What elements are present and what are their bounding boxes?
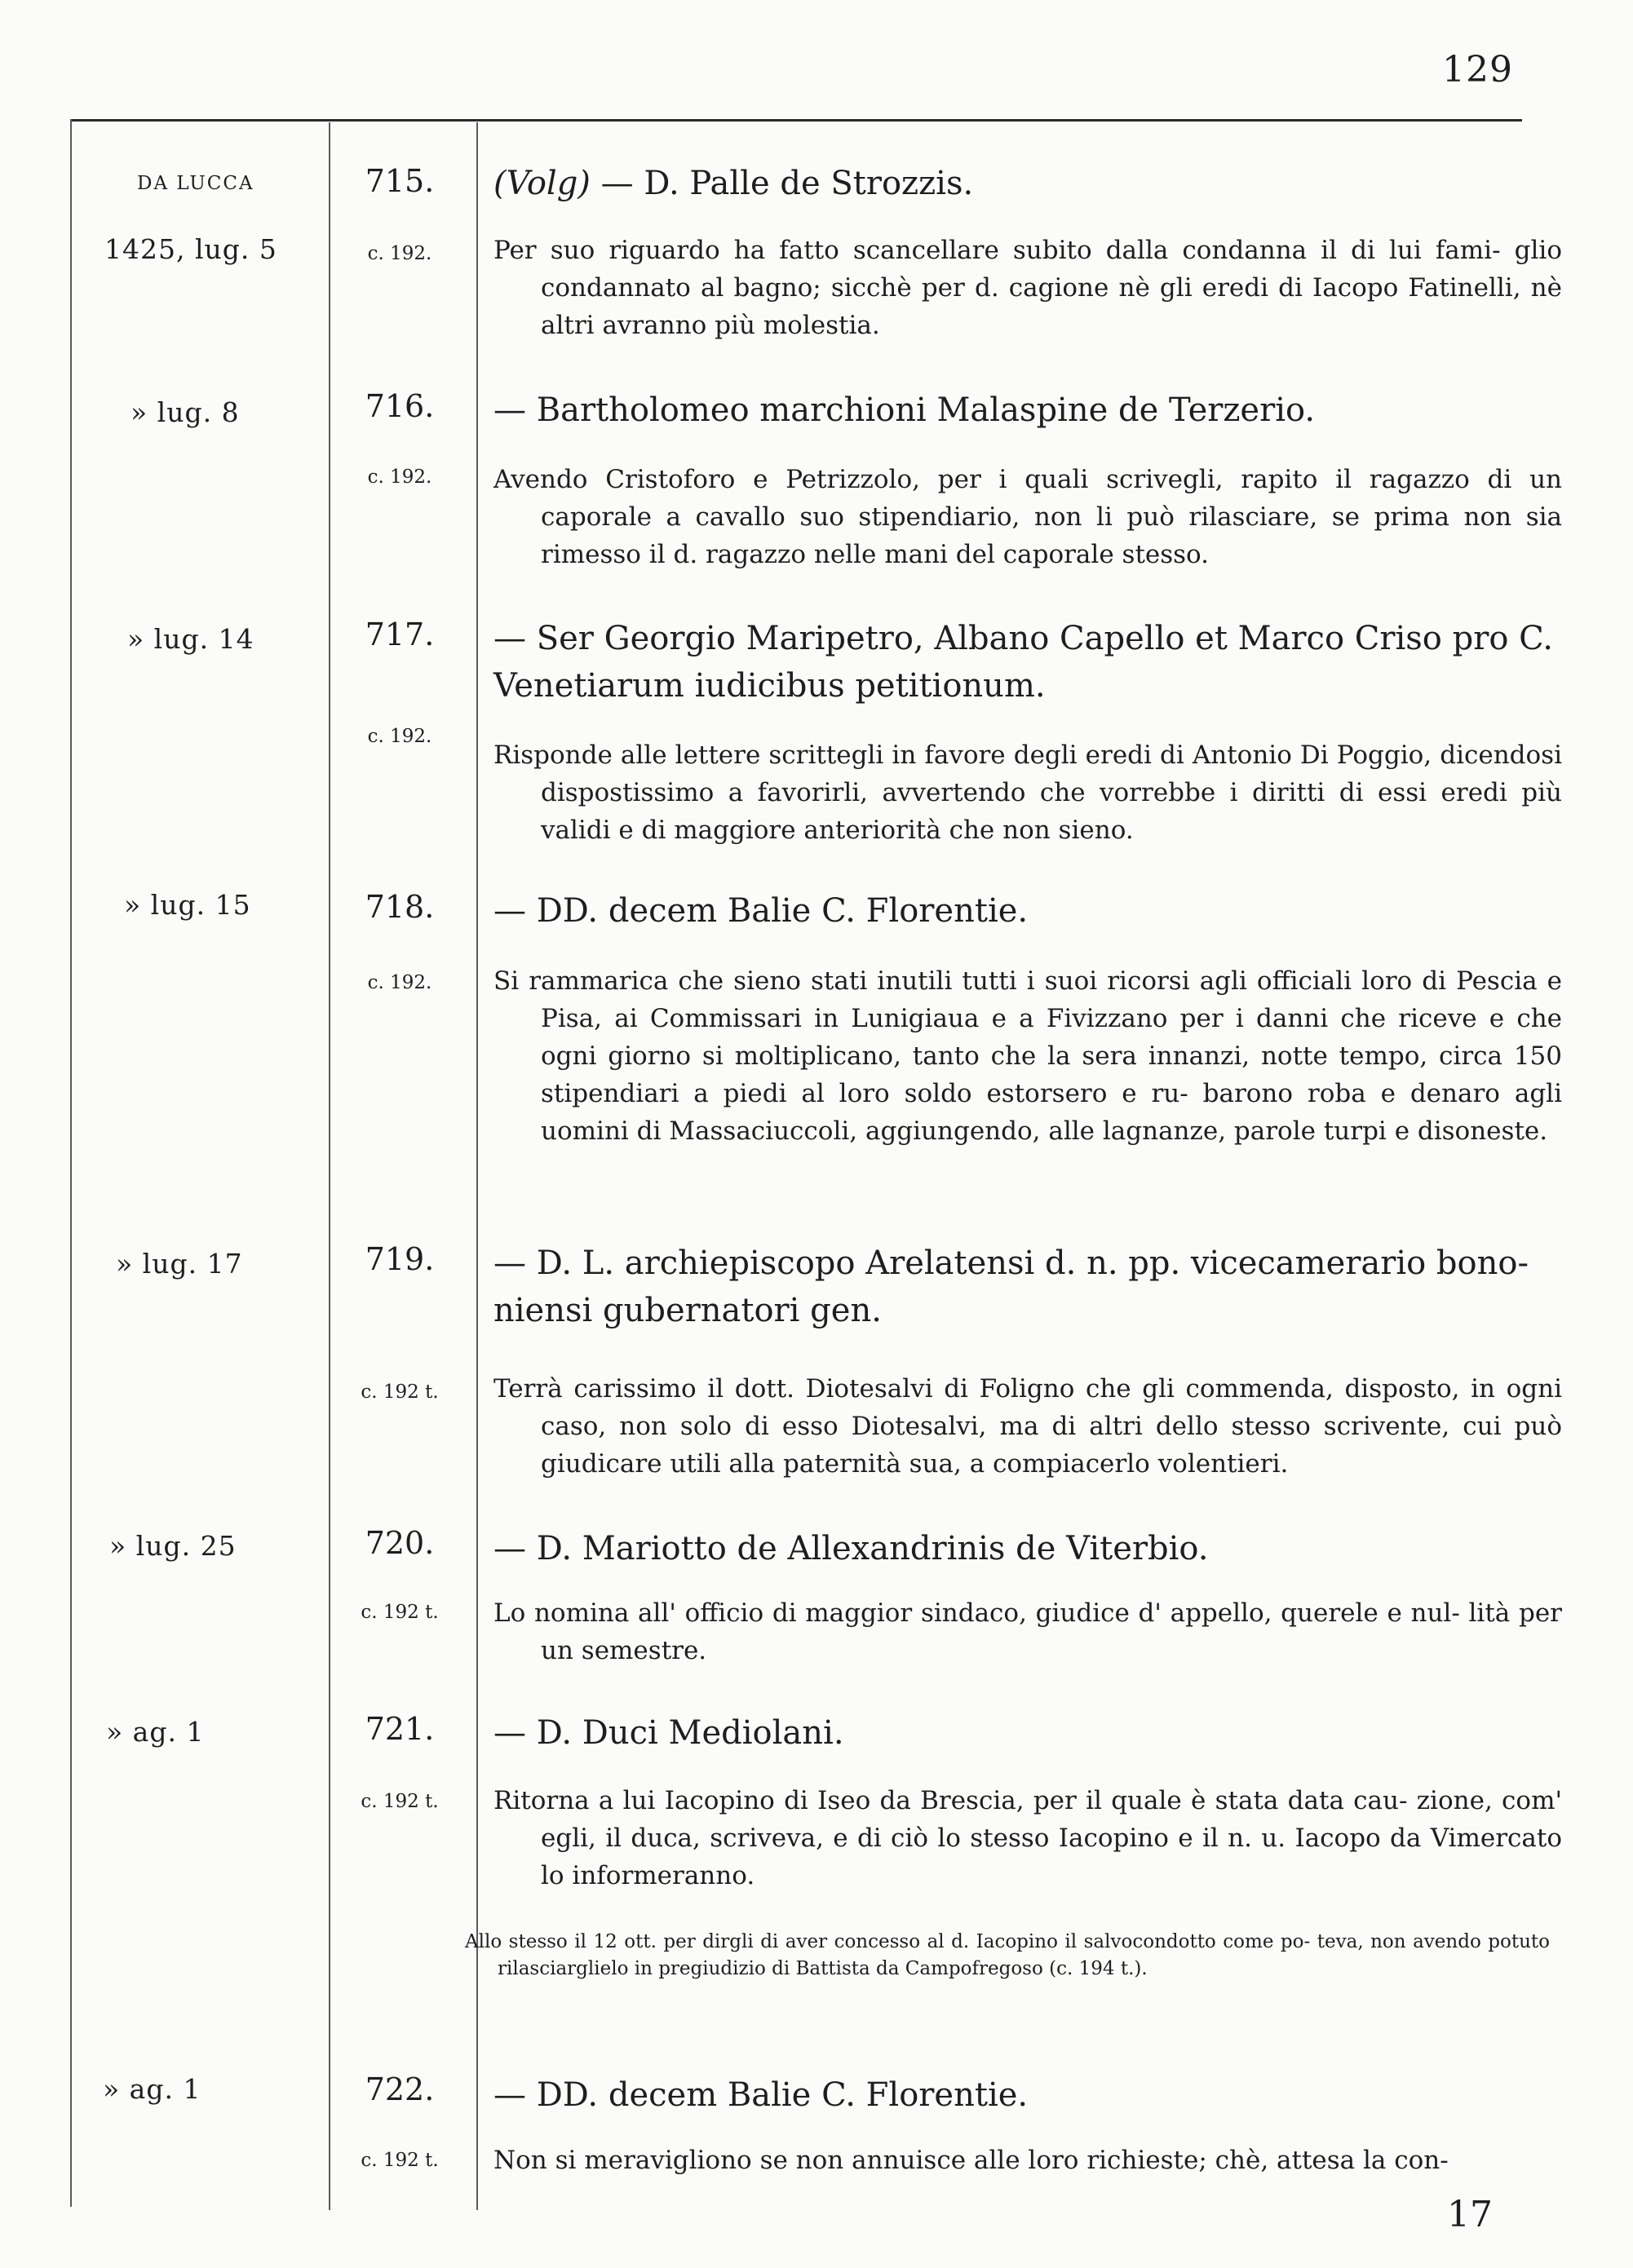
entry-title: — DD. decem Balie C. Florentie. <box>493 2076 1029 2114</box>
carta-ref: c. 192. <box>367 726 432 747</box>
page-number-bottom: 17 <box>1447 2194 1493 2235</box>
entry-number: 715. <box>365 163 435 199</box>
title-italic: (Volg) <box>493 165 591 202</box>
entry-number: 716. <box>365 388 435 424</box>
column-rule-number <box>476 122 478 2210</box>
column-rule-left <box>70 119 72 2207</box>
entry-text: Lo nomina all' officio di maggior sindaco, giudice d' appello, querele e nul- lità per un semestre. <box>493 1598 1562 1665</box>
entry-text: Terrà carissimo il dott. Diotesalvi di Foligno che gli commenda, disposto, in ogni caso, non solo di esso Diotesalvi, ma di altri dello stesso scrivente, cui può giudicare utili alla paternità sua, a compiacerlo volentieri. <box>493 1374 1562 1479</box>
entry-text: Si rammarica che sieno stati inutili tutti i suoi ricorsi agli officiali loro di Pescia e Pisa, ai Commissari in Lunigiaua e a Fivizzano per i danni che riceve e che ogni giorno si moltiplicano, tanto che la sera innanzi, notte tempo, circa 150 stipendiari a piedi al loro soldo estorsero e ru- barono roba e denaro agli uomini di Massaciuccoli, aggiungendo, alle lagnanze, parole turpi e disoneste. <box>493 966 1562 1146</box>
entry-date: » ag. 1 <box>106 1716 205 1748</box>
top-rule <box>72 119 1522 122</box>
entry-number: 721. <box>365 1711 435 1747</box>
entry-number: 717. <box>365 617 435 652</box>
entry-number: 719. <box>365 1241 435 1277</box>
entry-title: — Bartholomeo marchioni Malaspine de Terzerio. <box>493 391 1316 429</box>
page-number-top: 129 <box>1442 49 1513 91</box>
title-text: — D. Palle de Strozzis. <box>590 165 974 202</box>
carta-ref: c. 192 t. <box>361 1791 439 1812</box>
entry-date: » lug. 15 <box>124 889 251 921</box>
entry-text: Per suo riguardo ha fatto scancellare subito dalla condanna il di lui fami- glio condannato al bagno; sicchè per d. cagione nè gli eredi di Iacopo Fatinelli, nè altri avranno più molestia. <box>493 236 1562 340</box>
entry-text: Risponde alle lettere scrittegli in favore degli eredi di Antonio Di Poggio, dicendosi dispostissimo a favorirli, avvertendo che vorrebbe i diritti di essi eredi più validi e di maggiore anteriorità che non sieno. <box>493 741 1562 845</box>
column-rule-date <box>329 122 330 2210</box>
entry-title: — D. L. archiepiscopo Arelatensi d. n. pp. vicecamerario bono- niensi gubernatori gen. <box>493 1245 1529 1329</box>
entry-number: 720. <box>365 1525 435 1561</box>
carta-ref: c. 192. <box>367 243 432 264</box>
entry-text: Ritorna a lui Iacopino di Iseo da Brescia, per il quale è stata data cau- zione, com' egli, il duca, scriveva, e di ciò lo stesso Iacopino e il n. u. Iacopo da Vimercato lo informeranno. <box>493 1786 1562 1890</box>
date-header: DA LUCCA <box>137 173 254 194</box>
entry-title <box>493 160 1562 207</box>
carta-ref: c. 192 t. <box>361 2150 439 2171</box>
entry-date: » lug. 25 <box>109 1530 237 1562</box>
entry-title: — DD. decem Balie C. Florentie. <box>493 892 1029 930</box>
entry-date: » lug. 14 <box>127 623 254 655</box>
entry-title: — D. Duci Mediolani. <box>493 1714 844 1752</box>
entry-date: » ag. 1 <box>103 2073 201 2105</box>
entry-title: — D. Mariotto de Allexandrinis de Viterbio. <box>493 1530 1209 1567</box>
entry-date: » lug. 8 <box>131 396 240 428</box>
entry-title: — Ser Georgio Maripetro, Albano Capello et Marco Criso pro C. Venetiarum iudicibus petitionum. <box>493 620 1554 705</box>
entry-note: Allo stesso il 12 ott. per dirgli di aver concesso al d. Iacopino il salvocondotto come po- teva, non avendo potuto rilasciarglielo in pregiudizio di Battista da Campofregoso (c. 194 t.). <box>465 1931 1550 1979</box>
entry-number: 718. <box>365 889 435 925</box>
entry-text: Avendo Cristoforo e Petrizzolo, per i quali scrivegli, rapito il ragazzo di un caporale a cavallo suo stipendiario, non li può rilasciare, se prima non sia rimesso il d. ragazzo nelle mani del caporale stesso. <box>493 465 1562 569</box>
carta-ref: c. 192 t. <box>361 1602 439 1623</box>
carta-ref: c. 192 t. <box>361 1382 439 1403</box>
entry-text: Non si meravigliono se non annuisce alle loro richieste; chè, attesa la con- <box>493 2146 1449 2175</box>
entry-date: » lug. 17 <box>116 1248 243 1280</box>
entry-date: 1425, lug. 5 <box>104 233 277 265</box>
carta-ref: c. 192. <box>367 972 432 993</box>
entry-number: 722. <box>365 2071 435 2107</box>
carta-ref: c. 192. <box>367 466 432 488</box>
